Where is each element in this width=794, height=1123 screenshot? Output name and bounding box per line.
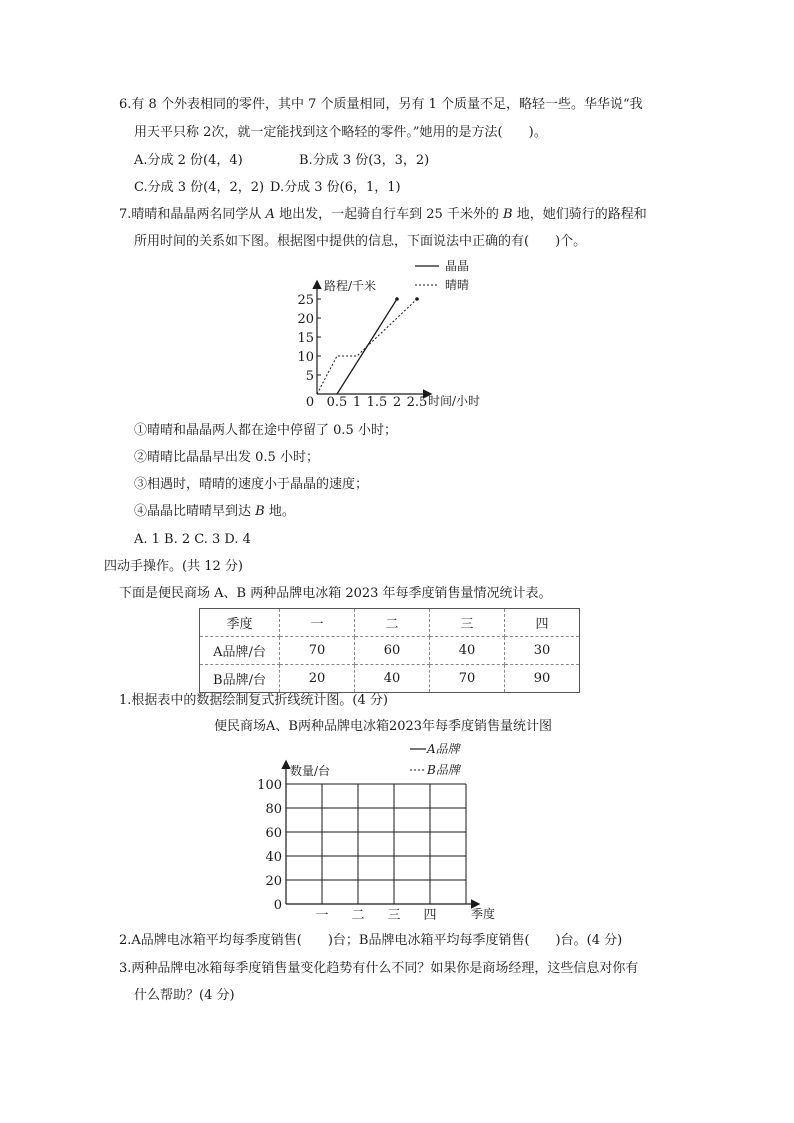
y-tick-label: 20 (297, 312, 314, 327)
table-cell: A品牌/台 (200, 637, 280, 665)
part-3-prompt-line1: 3.两种品牌电冰箱每季度销售量变化趋势有什么不同？如果你是商场经理，这些信息对你有 (119, 961, 639, 976)
table-header-cell: 二 (355, 609, 430, 637)
table-cell: 40 (355, 665, 430, 693)
q7-statement-4 (134, 503, 295, 521)
part-1-prompt: 1.根据表中的数据绘制复式折线统计图。(4 分) (119, 693, 388, 708)
y-axis-label: 路程/千米 (324, 279, 377, 293)
q7-statement-4-part: ④晶晶比晴晴早到达 (134, 504, 256, 519)
x-tick-label: 0.5 (326, 395, 348, 410)
legend-label-jingjing: 晶晶 (445, 259, 470, 273)
table-row (200, 665, 580, 693)
y-tick-label: 100 (257, 778, 282, 793)
table-cell: 90 (505, 665, 580, 693)
q7-statement-1: ①晴晴和晶晶两人都在途中停留了 0.5 小时； (134, 423, 397, 438)
table-cell: 40 (430, 637, 505, 665)
x-category-label: 二 (351, 908, 365, 923)
q7-options: A. 1 B. 2 C. 3 D. 4 (134, 532, 251, 547)
q7-line1-part: 7.晴晴和晶晶两名同学从 (119, 207, 266, 222)
section-intro: 下面是便民商场 A、B 两种品牌电冰箱 2023 年每季度销售量情况统计表。 (119, 586, 552, 601)
x-tick-label: 1.5 (366, 395, 388, 410)
q7-line1-part: 地，她们骑行的路程和 (512, 207, 647, 222)
y-tick-label: 15 (297, 331, 314, 346)
legend-label-b-brand: B品牌 (427, 763, 460, 777)
y-tick-label: 0 (273, 898, 282, 913)
table-header-cell: 四 (505, 609, 580, 637)
section-heading: 四动手操作。(共 12 分) (104, 559, 243, 574)
x-tick-label: 2.5 (406, 395, 428, 410)
legend-label-qingqing: 晴晴 (445, 278, 470, 292)
q6-option-c: C.分成 3 份(4，2，2) (134, 180, 265, 195)
point-b-label: B (255, 504, 265, 519)
y-tick-label: 5 (305, 369, 314, 384)
y-tick-label: 40 (265, 850, 282, 865)
table-header-cell: 三 (430, 609, 505, 637)
table-cell: 20 (280, 665, 355, 693)
series-endpoint (415, 297, 419, 301)
point-a-label: A (265, 207, 275, 222)
legend-label-a-brand: A品牌 (427, 742, 460, 756)
table-header-cell: 一 (280, 609, 355, 637)
q6-line1: 6.有 8 个外表相同的零件，其中 7 个质量相同，另有 1 个质量不足，略轻一些。华华说“我 (119, 97, 643, 112)
point-b-label: B (503, 207, 513, 222)
table-cell: 30 (505, 637, 580, 665)
series-endpoint (395, 297, 399, 301)
y-tick-label: 20 (265, 874, 282, 889)
table-row (200, 637, 580, 665)
y-tick-label: 80 (265, 802, 282, 817)
table-header-row (200, 609, 580, 637)
x-axis-label: 季度 (471, 907, 496, 921)
table-header-cell: 季度 (200, 609, 280, 637)
table-cell: B品牌/台 (200, 665, 280, 693)
q7-statement-3: ③相遇时，晴晴的速度小于晶晶的速度； (134, 477, 369, 492)
y-tick-label: 10 (297, 350, 314, 365)
q6-line2: 用天平只称 2次，就一定能找到这个略轻的零件。”她用的是方法( )。 (134, 125, 547, 140)
sales-line-chart-grid (200, 714, 553, 924)
q7-statement-4-part: 地。 (264, 504, 295, 519)
x-category-label: 一 (315, 908, 329, 923)
x-tick-label: 1 (352, 395, 362, 410)
part-3-prompt-line2: 什么帮助？(4 分) (134, 988, 235, 1003)
q6-option-a: A.分成 2 份(4，4) (134, 153, 243, 168)
y-tick-label: 60 (265, 826, 282, 841)
table-cell: 60 (355, 637, 430, 665)
x-axis-label: 时间/小时 (428, 394, 481, 408)
sales-table (199, 608, 580, 693)
distance-time-chart (297, 254, 490, 414)
y-tick-label: 25 (297, 293, 314, 308)
q7-line1-part: 地出发，一起骑自行车到 25 千米外的 (274, 207, 504, 222)
table-cell: 70 (280, 637, 355, 665)
x-category-label: 三 (387, 908, 401, 923)
chart-title: 便民商场A、B两种品牌电冰箱2023年每季度销售量统计图 (214, 719, 553, 734)
x-category-label: 四 (423, 908, 437, 923)
q6-option-d: D.分成 3 份(6，1，1) (270, 180, 401, 195)
q7-line2: 所用时间的关系如下图。根据图中提供的信息，下面说法中正确的有( )个。 (134, 234, 587, 249)
x-tick-label: 2 (392, 395, 402, 410)
q6-option-b: B.分成 3 份(3，3，2) (299, 153, 430, 168)
q7-line1 (119, 206, 647, 224)
q7-statement-2: ②晴晴比晶晶早出发 0.5 小时； (134, 450, 319, 465)
x-tick-label: 0 (305, 395, 315, 410)
part-2-prompt: 2.A品牌电冰箱平均每季度销售( )台；B品牌电冰箱平均每季度销售( )台。(4 分) (119, 933, 623, 948)
table-cell: 70 (430, 665, 505, 693)
series-line-晴晴 (317, 299, 417, 394)
y-axis-label: 数量/台 (290, 764, 331, 778)
